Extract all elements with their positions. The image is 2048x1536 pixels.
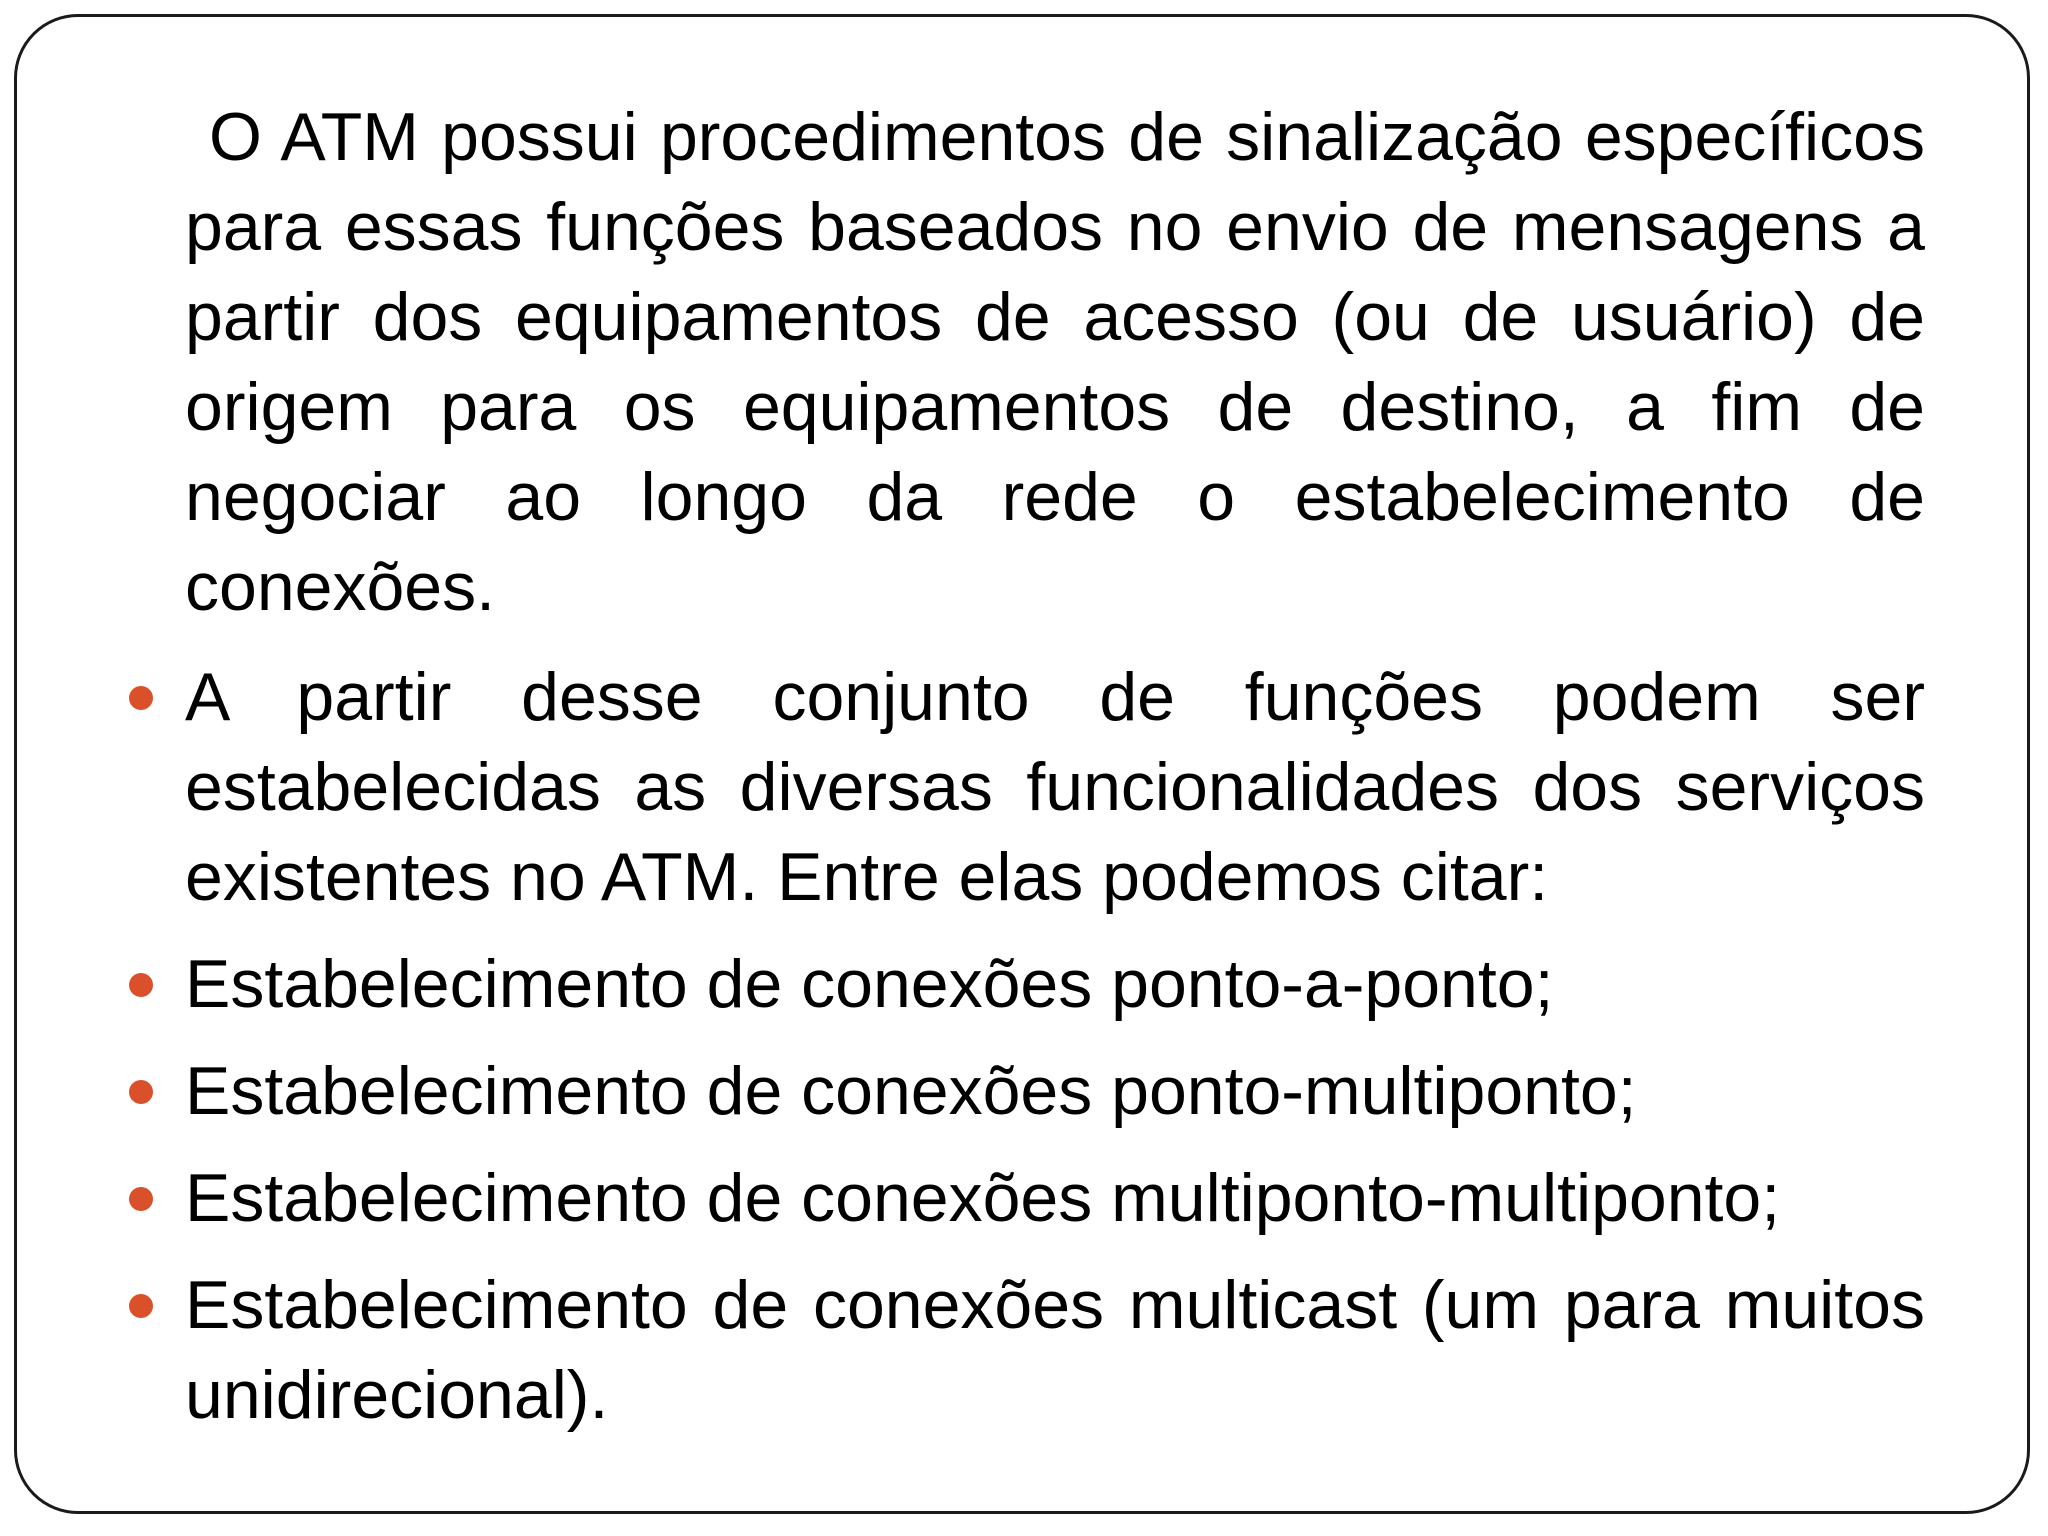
bullet-text: Estabelecimento de conexões multiponto-multiponto; [185, 1160, 1781, 1236]
bullet-dot-icon [129, 686, 153, 710]
bullet-item [185, 939, 1925, 1029]
slide-content [185, 92, 1925, 1440]
bullet-dot-icon [129, 1294, 153, 1318]
bullet-text: A partir desse conjunto de funções podem ser estabelecidas as diversas funcionalidades dos serviços existentes no ATM. Entre elas podemos citar: [185, 659, 1925, 915]
bullet-dot-icon [129, 1187, 153, 1211]
bullet-dot-icon [129, 1080, 153, 1104]
bullet-text: Estabelecimento de conexões ponto-multiponto; [185, 1053, 1637, 1129]
bullet-item [185, 652, 1925, 922]
bullet-dot-icon [129, 973, 153, 997]
intro-paragraph: O ATM possui procedimentos de sinalização específicos para essas funções baseados no envio de mensagens a partir dos equipamentos de acesso (ou de usuário) de origem para os equipamentos de destino, a fim de negociar ao longo da rede o estabelecimento de conexões. [185, 99, 1925, 625]
bullet-item [185, 1046, 1925, 1136]
bullet-item [185, 1153, 1925, 1243]
bullet-item [185, 1260, 1925, 1440]
bullet-text: Estabelecimento de conexões ponto-a-ponto; [185, 946, 1554, 1022]
bullet-text: Estabelecimento de conexões multicast (um para muitos unidirecional). [185, 1267, 1925, 1433]
